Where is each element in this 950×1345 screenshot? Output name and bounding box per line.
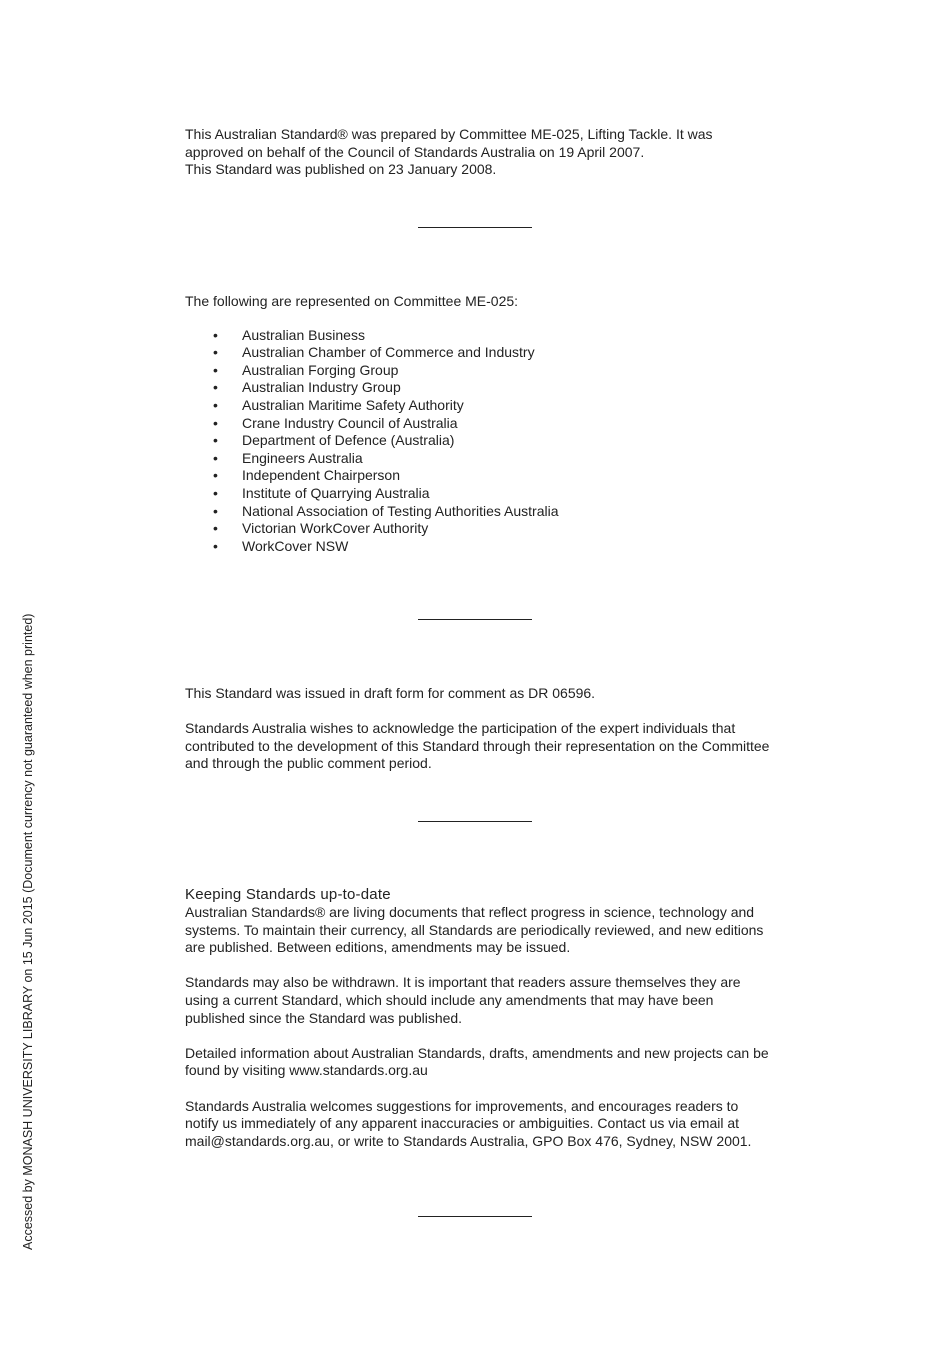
committee-member-item [185,327,775,345]
committee-member-name: WorkCover NSW [242,537,349,554]
committee-member-item [185,415,775,433]
committee-intro: The following are represented on Committee ME-025: [185,293,519,309]
committee-member-item [185,450,775,468]
committee-section [185,293,775,555]
committee-member-item [185,362,775,380]
committee-member-item [185,379,775,397]
bullet-icon: • [213,449,218,466]
committee-member-name: Department of Defence (Australia) [242,432,455,449]
section-divider [418,227,532,228]
keeping-standards-section [185,886,775,1150]
preparation-line-3: This Standard was published on 23 January 2008. [185,161,497,178]
section-divider [418,1216,532,1217]
preparation-line-2: approved on behalf of the Council of Standards Australia on 19 April 2007. [185,143,645,160]
committee-member-name: Australian Chamber of Commerce and Industry [242,344,535,361]
bullet-icon: • [213,484,218,501]
committee-member-name: Engineers Australia [242,449,363,466]
acknowledgement-text: Standards Australia wishes to acknowledge the participation of the expert individuals that contributed to the development of this Standard through their representation on the Committee and through the public comment period. [185,720,770,772]
keeping-paragraph-2: Standards may also be withdrawn. It is important that readers assure themselves they are using a current Standard, which should include any amendments that may have been published since the Standard was published. [185,974,741,1026]
committee-member-item [185,432,775,450]
bullet-icon: • [213,326,218,343]
access-notice: Accessed by MONASH UNIVERSITY LIBRARY on 15 Jun 2015 (Document currency not guaranteed when printed) [21,613,35,1250]
committee-member-name: Victorian WorkCover Authority [242,520,429,537]
committee-member-name: Australian Industry Group [242,379,401,396]
committee-member-name: Australian Business [242,326,365,343]
draft-section [185,685,775,773]
bullet-icon: • [213,396,218,413]
keeping-paragraph-4: Standards Australia welcomes suggestions for improvements, and encourages readers to notify us immediately of any apparent inaccuracies or ambiguities. Contact us via email at mail@standards.org.au, or write to Standards Australia, GPO Box 476, Sydney, NSW 2001. [185,1097,752,1149]
committee-member-item [185,467,775,485]
bullet-icon: • [213,537,218,554]
committee-member-item [185,397,775,415]
section-divider [418,821,532,822]
committee-member-item [185,344,775,362]
bullet-icon: • [213,379,218,396]
committee-member-list [185,327,775,556]
committee-member-name: Crane Industry Council of Australia [242,414,458,431]
section-heading: Keeping Standards up-to-date [185,886,391,903]
section-divider [418,619,532,620]
keeping-paragraph-1: Australian Standards® are living documents that reflect progress in science, technology and systems. To maintain their currency, all Standards are periodically reviewed, and new editions are published. Between editions, amendments may be issued. [185,904,764,956]
committee-member-item [185,503,775,521]
committee-member-item [185,485,775,503]
bullet-icon: • [213,467,218,484]
draft-issued-text: This Standard was issued in draft form for comment as DR 06596. [185,685,596,701]
committee-member-name: Institute of Quarrying Australia [242,484,430,501]
bullet-icon: • [213,414,218,431]
committee-member-item [185,520,775,538]
committee-member-name: Australian Maritime Safety Authority [242,396,464,413]
preparation-line-1: This Australian Standard® was prepared by Committee ME-025, Lifting Tackle. It was [185,126,713,142]
bullet-icon: • [213,432,218,449]
bullet-icon: • [213,502,218,519]
keeping-paragraph-3: Detailed information about Australian Standards, drafts, amendments and new projects can be found by visiting www.standards.org.au [185,1044,769,1079]
bullet-icon: • [213,520,218,537]
preparation-section [185,126,775,179]
committee-member-name: National Association of Testing Authorities Australia [242,502,559,519]
bullet-icon: • [213,361,218,378]
bullet-icon: • [213,344,218,361]
committee-member-item [185,538,775,556]
committee-member-name: Independent Chairperson [242,467,401,484]
committee-member-name: Australian Forging Group [242,361,399,378]
